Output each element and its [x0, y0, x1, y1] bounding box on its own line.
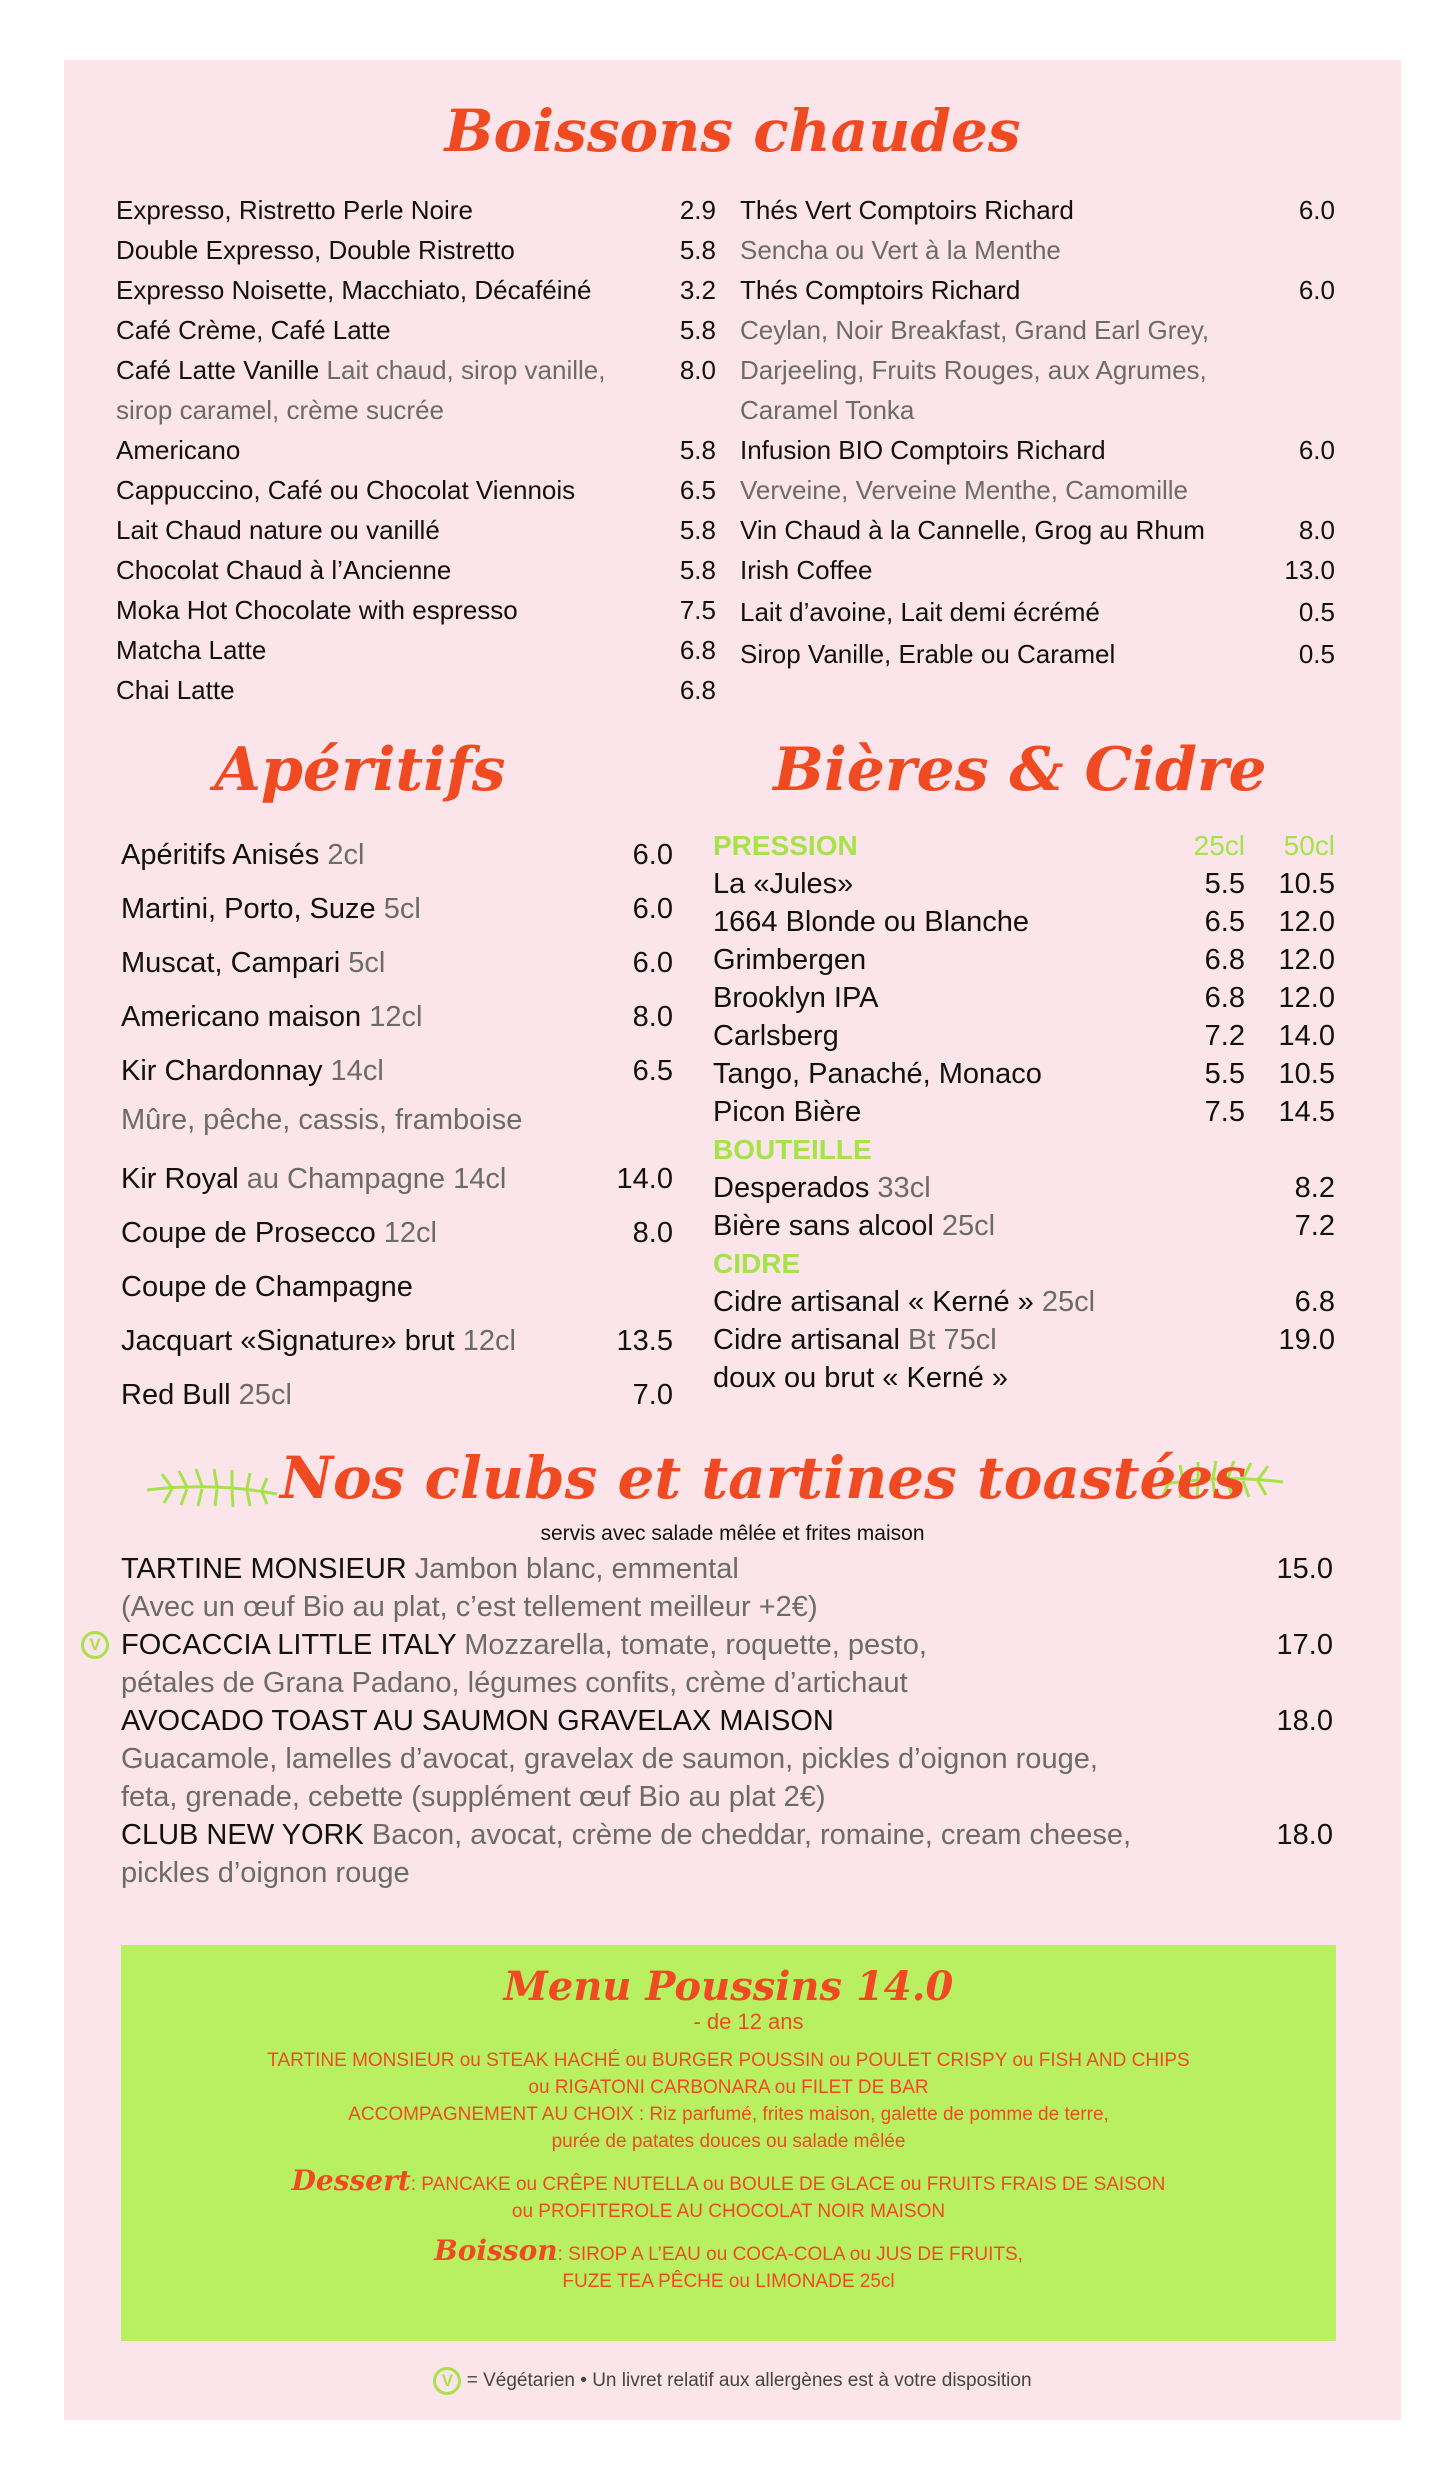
aperitif-price: 6.0: [632, 839, 673, 871]
aperitif-volume: 12cl: [454, 1325, 516, 1357]
hot-drink-row: [116, 470, 716, 510]
tea-name: Vin Chaud à la Cannelle, Grog au Rhum: [740, 515, 1205, 545]
hot-drink-name: Café Latte Vanille: [116, 355, 320, 385]
aperitif-name-wrap: [121, 1044, 633, 1098]
clubs-subtitle: servis avec salade mêlée et frites maison: [540, 1522, 925, 1545]
kids-menu-panel: [121, 1945, 1336, 2341]
beer-name: Brooklyn IPA: [713, 982, 879, 1014]
hot-drink-price: 5.8: [679, 235, 716, 265]
hot-drink-row: [116, 670, 716, 710]
cider-volume: 25cl: [1033, 1286, 1096, 1318]
tea-name: Thés Vert Comptoirs Richard: [740, 195, 1074, 225]
hot-drink-row: [116, 270, 716, 310]
beer-price-25cl: 6.8: [1204, 982, 1245, 1014]
hot-drinks-right: [740, 190, 1335, 674]
beer-price-50cl: 14.0: [1278, 1020, 1335, 1052]
aperitif-name: Kir Royal: [121, 1163, 239, 1195]
beer-price-50cl: 10.5: [1278, 1058, 1335, 1090]
tea-price: 8.0: [1298, 515, 1335, 545]
aperitif-name-wrap: [121, 1314, 617, 1368]
hot-drink-detail: sirop caramel, crème sucrée: [116, 395, 444, 425]
aperitif-description: Mûre, pêche, cassis, framboise: [121, 1104, 523, 1136]
cider-row: [713, 1359, 1335, 1397]
cider-name: doux ou brut « Kerné »: [713, 1362, 1009, 1394]
club-description: Mozzarella, tomate, roquette, pesto,: [456, 1629, 927, 1661]
size-25cl-header: 25cl: [1193, 830, 1245, 861]
drink-label: Boisson: [434, 2234, 558, 2267]
aperitif-name: Coupe de Prosecco: [121, 1217, 376, 1249]
hot-drink-row: [116, 630, 716, 670]
hot-drink-name: Lait Chaud nature ou vanillé: [116, 515, 440, 545]
aperitif-volume: 2cl: [319, 839, 365, 871]
cider-price: 19.0: [1278, 1324, 1335, 1356]
hot-drink-name: Moka Hot Chocolate with espresso: [116, 595, 518, 625]
beer-price-50cl: 12.0: [1278, 982, 1335, 1014]
bottle-price: 7.2: [1294, 1210, 1335, 1242]
footer-note: = Végétarien • Un livret relatif aux allergènes est à votre disposition: [466, 2370, 1032, 2391]
beer-name: Tango, Panaché, Monaco: [713, 1058, 1042, 1090]
kids-menu-line: purée de patates douces ou salade mêlée: [551, 2131, 906, 2152]
aperitif-name-wrap: [121, 1368, 633, 1422]
beer-row: [713, 1093, 1335, 1131]
club-name: AVOCADO TOAST AU SAUMON GRAVELAX MAISON: [121, 1705, 834, 1737]
beer-row: [713, 941, 1335, 979]
tea-row: [740, 634, 1335, 674]
tea-row: [740, 430, 1335, 470]
fern-left-icon: [142, 1460, 282, 1520]
cider-volume: Bt 75cl: [899, 1324, 997, 1356]
tea-price: 6.0: [1298, 275, 1335, 305]
beers-title: Bières & Cidre: [773, 735, 1267, 805]
beer-row: [713, 1055, 1335, 1093]
hot-drink-name: Cappuccino, Café ou Chocolat Viennois: [116, 475, 576, 505]
tea-price: 13.0: [1284, 555, 1335, 585]
aperitif-row: [121, 1206, 673, 1260]
aperitif-row: [121, 990, 673, 1044]
beer-price-25cl: 5.5: [1204, 1058, 1245, 1090]
aperitif-name-wrap: [121, 990, 633, 1044]
club-description-line: pétales de Grana Padano, légumes confits, crème d’artichaut: [121, 1667, 908, 1699]
tea-price: 0.5: [1298, 597, 1335, 627]
bottle-row: [713, 1207, 1335, 1245]
beer-row: [713, 1017, 1335, 1055]
club-description-line: (Avec un œuf Bio au plat, c’est tellement meilleur +2€): [121, 1591, 818, 1623]
club-description-line: Guacamole, lamelles d’avocat, gravelax de saumon, pickles d’oignon rouge,: [121, 1743, 1098, 1775]
club-description: Jambon blanc, emmental: [406, 1553, 739, 1585]
tea-row: [740, 550, 1335, 590]
beer-price-25cl: 7.2: [1204, 1020, 1245, 1052]
bottle-name: Desperados: [713, 1172, 870, 1204]
club-name-wrap: [121, 1550, 1277, 1588]
aperitif-name: Apéritifs Anisés: [121, 839, 320, 871]
dessert-line-0: : PANCAKE ou CRÊPE NUTELLA ou BOULE DE GLACE ou FRUITS FRAIS DE SAISON: [410, 2174, 1166, 2195]
aperitif-row: [121, 828, 673, 882]
hot-drink-name: Matcha Latte: [116, 635, 267, 665]
tea-name: Sirop Vanille, Erable ou Caramel: [740, 639, 1116, 669]
beer-name: Grimbergen: [713, 944, 867, 976]
aperitif-name: Coupe de Champagne: [121, 1271, 413, 1303]
vegetarian-icon: V: [81, 1631, 109, 1659]
tea-description: Darjeeling, Fruits Rouges, aux Agrumes,: [740, 355, 1207, 385]
kids-drink: [121, 2234, 1336, 2268]
aperitif-price: 6.5: [632, 1055, 673, 1087]
tea-name: Irish Coffee: [740, 555, 873, 585]
aperitif-volume: 12cl: [361, 1001, 423, 1033]
hot-drink-name-wrap: [116, 310, 680, 350]
vegetarian-icon: V: [433, 2367, 461, 2395]
beer-price-50cl: 12.0: [1278, 906, 1335, 938]
aperitif-volume: 5cl: [340, 947, 386, 979]
beer-price-25cl: 5.5: [1204, 868, 1245, 900]
cider-row: [713, 1321, 1335, 1359]
aperitif-volume: 14cl: [322, 1055, 384, 1087]
hot-drink-price: 7.5: [679, 595, 716, 625]
tea-price: 0.5: [1298, 639, 1335, 669]
tea-row: [740, 270, 1335, 310]
kids-menu-age: - de 12 ans: [693, 2009, 804, 2034]
club-row: [121, 1550, 1333, 1588]
club-name: FOCACCIA LITTLE ITALY: [121, 1629, 457, 1661]
hot-drink-name-wrap: [116, 270, 680, 310]
aperitif-name-wrap: [121, 1260, 673, 1314]
hot-drink-price: 5.8: [679, 315, 716, 345]
aperitif-name: Martini, Porto, Suze: [121, 893, 376, 925]
tea-description: Ceylan, Noir Breakfast, Grand Earl Grey,: [740, 315, 1210, 345]
aperitif-row: [121, 882, 673, 936]
bottle-name-wrap: [713, 1169, 1295, 1207]
hot-drink-name-wrap: [116, 190, 680, 230]
cider-name-wrap: [713, 1321, 1279, 1359]
clubs-title: Nos clubs et tartines toastées: [280, 1444, 1246, 1512]
aperitif-price: 7.0: [632, 1379, 673, 1411]
tea-name: Infusion BIO Comptoirs Richard: [740, 435, 1106, 465]
pression-label: PRESSION: [713, 830, 858, 861]
cider-name: Cidre artisanal « Kerné »: [713, 1286, 1034, 1318]
beer-row: [713, 865, 1335, 903]
hot-drink-name-wrap: [116, 630, 680, 670]
hot-drink-row: [116, 430, 716, 470]
kids-menu-line: ou RIGATONI CARBONARA ou FILET DE BAR: [528, 2077, 929, 2098]
tea-name: Lait d’avoine, Lait demi écrémé: [740, 597, 1100, 627]
aperitif-volume: 12cl: [375, 1217, 437, 1249]
aperitifs-list: [121, 828, 673, 1422]
tea-description: Verveine, Verveine Menthe, Camomille: [740, 475, 1189, 505]
aperitif-price: 6.0: [632, 947, 673, 979]
aperitif-row: [121, 1368, 673, 1422]
size-50cl-header: 50cl: [1283, 830, 1335, 861]
dessert-line-1: ou PROFITEROLE AU CHOCOLAT NOIR MAISON: [511, 2201, 946, 2222]
beer-price-50cl: 10.5: [1278, 868, 1335, 900]
hot-drink-name: Chocolat Chaud à l’Ancienne: [116, 555, 452, 585]
hot-drink-name: Chai Latte: [116, 675, 235, 705]
hot-drink-row: [116, 550, 716, 590]
hot-drink-name-wrap: [116, 470, 680, 510]
beer-price-50cl: 14.5: [1278, 1096, 1335, 1128]
hot-drink-row: [116, 590, 716, 630]
aperitif-row: [121, 1314, 673, 1368]
drink-line-0: : SIROP A L’EAU ou COCA-COLA ou JUS DE FRUITS,: [557, 2244, 1023, 2265]
hot-drink-name: Expresso Noisette, Macchiato, Décaféiné: [116, 275, 592, 305]
hot-drink-name: Expresso, Ristretto Perle Noire: [116, 195, 473, 225]
aperitif-name: Jacquart «Signature» brut: [121, 1325, 455, 1357]
tea-price: 6.0: [1298, 195, 1335, 225]
beer-price-25cl: 6.5: [1204, 906, 1245, 938]
beer-price-25cl: 6.8: [1204, 944, 1245, 976]
hot-drink-name-wrap: [116, 550, 680, 590]
hot-drink-price: 2.9: [679, 195, 716, 225]
kids-menu-title: Menu Poussins 14.0: [503, 1963, 954, 2010]
hot-drinks-title: Boissons chaudes: [444, 97, 1021, 165]
beer-name: 1664 Blonde ou Blanche: [713, 906, 1030, 938]
bottle-volume: 33cl: [869, 1172, 931, 1204]
aperitif-name-wrap: [121, 1206, 633, 1260]
tea-row: [740, 510, 1335, 550]
aperitif-price: 14.0: [616, 1163, 673, 1195]
club-name: TARTINE MONSIEUR: [121, 1553, 407, 1585]
club-name-wrap: [121, 1702, 1277, 1740]
aperitif-volume: au Champagne 14cl: [238, 1163, 507, 1195]
beer-row: [713, 979, 1335, 1017]
club-price: 17.0: [1276, 1629, 1333, 1661]
cider-name-wrap: [713, 1359, 1335, 1397]
tea-row: [740, 592, 1335, 632]
aperitif-name-wrap: [121, 882, 633, 936]
bottle-volume: 25cl: [933, 1210, 996, 1242]
drink-line-1: FUZE TEA PÊCHE ou LIMONADE 25cl: [562, 2271, 895, 2292]
aperitif-price: 8.0: [632, 1001, 673, 1033]
footer: [64, 2366, 1401, 2396]
hot-drink-row: [116, 350, 716, 390]
hot-drink-name: Americano: [116, 435, 241, 465]
aperitif-name-wrap: [121, 828, 633, 882]
hot-drink-name: Café Crème, Café Latte: [116, 315, 391, 345]
kids-menu-line: TARTINE MONSIEUR ou STEAK HACHÉ ou BURGER POUSSIN ou POULET CRISPY ou FISH AND CHIPS: [267, 2050, 1190, 2071]
hot-drink-row: [116, 190, 716, 230]
hot-drink-name-wrap: [116, 670, 680, 710]
hot-drink-name: Double Expresso, Double Ristretto: [116, 235, 515, 265]
tea-description: Caramel Tonka: [740, 395, 915, 425]
hot-drink-price: 6.8: [679, 635, 716, 665]
aperitif-name: Americano maison: [121, 1001, 362, 1033]
cider-row: [713, 1283, 1335, 1321]
bottle-name-wrap: [713, 1207, 1295, 1245]
club-price: 18.0: [1276, 1705, 1333, 1737]
hot-drinks-left: [116, 190, 716, 710]
beer-price-50cl: 12.0: [1278, 944, 1335, 976]
aperitif-row: [121, 1260, 673, 1314]
hot-drink-row: [116, 310, 716, 350]
club-name: CLUB NEW YORK: [121, 1819, 364, 1851]
beer-row: [713, 903, 1335, 941]
aperitifs-title: Apéritifs: [214, 735, 506, 805]
club-name-wrap: [121, 1626, 1277, 1664]
hot-drink-row: [116, 230, 716, 270]
hot-drink-price: 5.8: [679, 555, 716, 585]
beer-name: Carlsberg: [713, 1020, 839, 1052]
club-row: [121, 1816, 1333, 1854]
hot-drink-name-wrap: [116, 510, 680, 550]
club-description: Bacon, avocat, crème de cheddar, romaine, cream cheese,: [363, 1819, 1132, 1851]
hot-drink-price: 8.0: [679, 355, 716, 385]
club-name-wrap: [121, 1816, 1277, 1854]
dessert-label: Dessert: [291, 2164, 411, 2197]
aperitif-volume: 5cl: [375, 893, 421, 925]
aperitif-name-wrap: [121, 1152, 617, 1206]
bottle-name: Bière sans alcool: [713, 1210, 934, 1242]
club-description-line: pickles d’oignon rouge: [121, 1857, 410, 1889]
hot-drink-price: 5.8: [679, 435, 716, 465]
aperitif-row: [121, 936, 673, 990]
club-description-line: feta, grenade, cebette (supplément œuf Bio au plat 2€): [121, 1781, 826, 1813]
tea-row: [740, 190, 1335, 230]
beers-list: [713, 827, 1335, 1397]
hot-drink-name-wrap: [116, 350, 680, 390]
cider-price: 6.8: [1294, 1286, 1335, 1318]
cidre-label: CIDRE: [713, 1248, 801, 1279]
beer-name: La «Jules»: [713, 868, 854, 900]
aperitif-row: [121, 1152, 673, 1206]
hot-drink-price: 5.8: [679, 515, 716, 545]
hot-drink-name-wrap: [116, 430, 680, 470]
aperitif-name: Muscat, Campari: [121, 947, 341, 979]
aperitif-name-wrap: [121, 936, 633, 990]
pression-header: [713, 827, 1335, 865]
beer-name: Picon Bière: [713, 1096, 862, 1128]
hot-drink-row: [116, 390, 716, 430]
kids-menu-line: ACCOMPAGNEMENT AU CHOIX : Riz parfumé, frites maison, galette de pomme de terre,: [348, 2104, 1109, 2125]
aperitif-price: 6.0: [632, 893, 673, 925]
tea-description: Sencha ou Vert à la Menthe: [740, 235, 1061, 265]
hot-drink-name-wrap: [116, 390, 716, 430]
beer-price-25cl: 7.5: [1204, 1096, 1245, 1128]
tea-name: Thés Comptoirs Richard: [740, 275, 1021, 305]
clubs-list: [89, 1550, 1333, 1892]
hot-drink-price: 3.2: [679, 275, 716, 305]
aperitif-price: 13.5: [616, 1325, 673, 1357]
club-row: [89, 1626, 1333, 1664]
cider-name: Cidre artisanal: [713, 1324, 900, 1356]
hot-drink-price: 6.5: [679, 475, 716, 505]
hot-drink-price: 6.8: [679, 675, 716, 705]
bouteille-label: BOUTEILLE: [713, 1134, 872, 1165]
club-price: 18.0: [1276, 1819, 1333, 1851]
hot-drink-name-wrap: [116, 230, 680, 270]
bottle-price: 8.2: [1294, 1172, 1335, 1204]
aperitif-price: 8.0: [632, 1217, 673, 1249]
cider-name-wrap: [713, 1283, 1295, 1321]
aperitif-name: Kir Chardonnay: [121, 1055, 323, 1087]
aperitif-name: Red Bull: [121, 1379, 231, 1411]
kids-dessert: [121, 2164, 1336, 2198]
club-row: [121, 1702, 1333, 1740]
aperitif-row: [121, 1044, 673, 1098]
bottle-row: [713, 1169, 1335, 1207]
tea-price: 6.0: [1298, 435, 1335, 465]
hot-drink-name-wrap: [116, 590, 680, 630]
aperitif-volume: 25cl: [230, 1379, 292, 1411]
club-price: 15.0: [1276, 1553, 1333, 1585]
hot-drink-row: [116, 510, 716, 550]
hot-drink-detail: Lait chaud, sirop vanille,: [319, 355, 606, 385]
